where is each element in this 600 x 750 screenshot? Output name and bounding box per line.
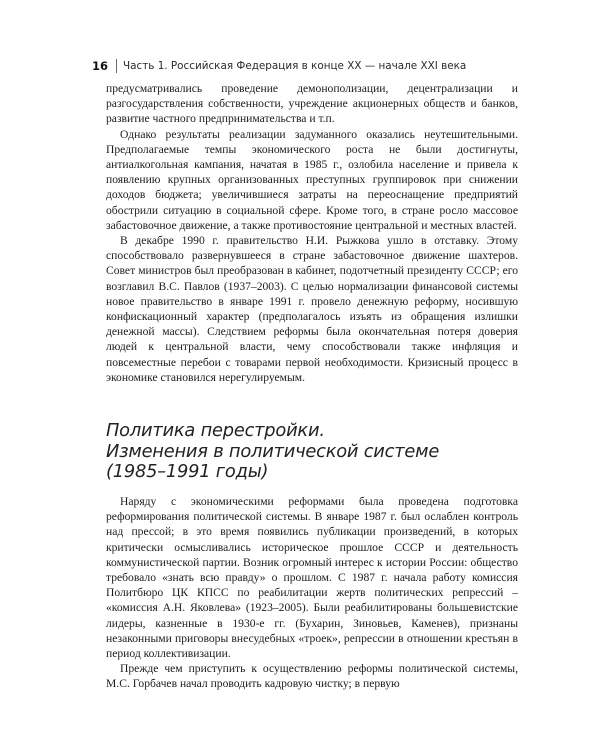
header-divider (116, 59, 117, 73)
paragraph: Наряду с экономическими реформами была проведена подготовка реформирования политической системы. В январе 1987 г. был ослаблен контроль над прессой; в это время появились публикации произведений, в которых критически осмысливались историческое прошлое СССР и деятельность коммунистической партии. Возник огромный интерес к истории России: общество требовало «знать всю правду» о прошлом. С 1987 г. начала работу комиссия Политбюро ЦК КПСС по реабилитации жертв политических репрессий – «комиссия А.Н. Яковлева» (1923–2005). Были реабилитированы большевистские лидеры, казненные в 1930-е гг. (Бухарин, Зиновьев, Каменев), признаны незаконными приговоры внесудебных «троек», репрессии в отношении крестьян в период коллективизации. (106, 495, 518, 661)
page-number: 16 (92, 59, 109, 73)
text-block-top (106, 81, 518, 385)
text-block-bottom (106, 494, 518, 692)
running-header (92, 58, 522, 74)
paragraph: Однако результаты реализации задуманного оказались неутешительными. Предполагаемые темпы экономического роста не были достигнуты, антиалкогольная кампания, начатая в 1985 г., озлобила население и привела к появлению крупных организованных преступных группировок при снижении доходов бюджета; увеличившиеся затраты на переоснащение предприятий обострили ситуацию в социальной сфере. Кроме того, в стране росло массовое забастовочное движение, а также противостояние центральной и местных властей. (106, 127, 518, 232)
section-heading-line: Изменения в политической системе (106, 440, 440, 462)
paragraph: Прежде чем приступить к осуществлению реформы политической системы, М.С. Горбачев начал проводить кадровую чистку; в первую (106, 662, 518, 691)
section-heading-line: (1985–1991 годы) (106, 461, 269, 482)
paragraph: В декабре 1990 г. правительство Н.И. Рыжкова ушло в отставку. Этому способствовало развернувшееся в стране забастовочное движение шахтеров. Совет министров был преобразован в кабинет, подотчетный президенту СССР; его возглавил В.С. Павлов (1937–2003). С целью нормализации финансовой системы новое правительство в январе 1991 г. провело денежную реформу, носившую конфискационный характер (предполагалось изъять из обращения излишки денежной массы). Следствием реформы была окончательная потеря доверия людей к центральной власти, чему способствовали также инфляция и повсеместные перебои с товарами первой необходимости. Кризисный процесс в экономике становился нерегулируемым. (106, 234, 518, 384)
running-title: Часть 1. Российская Федерация в конце XX — начале XXI века (123, 60, 467, 72)
section-heading (106, 421, 518, 483)
section-heading-line: Политика перестройки. (106, 420, 325, 441)
paragraph-continued: предусматривались проведение демонополизации, децентрализации и разгосударствления собственности, учреждение акционерных обществ и банков, развитие частного предпринимательства и т.п. (106, 82, 518, 126)
